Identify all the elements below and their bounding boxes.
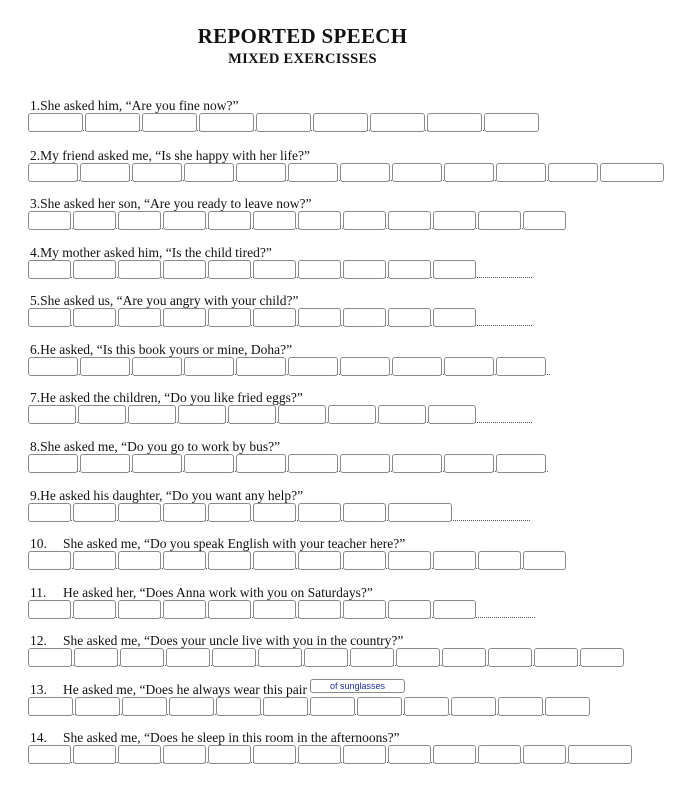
- answer-word-box[interactable]: [298, 260, 341, 279]
- exercise-prompt: [30, 245, 272, 261]
- answer-word-box[interactable]: [208, 551, 251, 570]
- worksheet-title: REPORTED SPEECH: [197, 24, 408, 48]
- answer-word-box[interactable]: [28, 697, 73, 716]
- exercise-text: He asked his daughter, “Do you want any help?”: [40, 488, 304, 503]
- exercise-prompt: [30, 633, 403, 649]
- answer-word-box[interactable]: [343, 211, 386, 230]
- answer-word-box[interactable]: [118, 503, 161, 522]
- answer-word-box[interactable]: [118, 260, 161, 279]
- exercise-number: 7.: [30, 390, 41, 405]
- answer-word-box[interactable]: [163, 260, 206, 279]
- exercise-prompt: [30, 148, 310, 164]
- answer-word-box[interactable]: [258, 648, 302, 667]
- answer-word-box[interactable]: [163, 551, 206, 570]
- answer-word-box[interactable]: [28, 163, 78, 182]
- answer-word-box[interactable]: [433, 308, 476, 327]
- answer-word-box[interactable]: [80, 163, 130, 182]
- answer-word-box[interactable]: [74, 648, 118, 667]
- answer-word-box[interactable]: [496, 357, 546, 376]
- answer-word-box[interactable]: [163, 211, 206, 230]
- answer-word-box[interactable]: [523, 551, 566, 570]
- exercise-2: [0, 148, 676, 196]
- exercise-number: 11.: [30, 585, 47, 600]
- answer-word-box[interactable]: [199, 113, 254, 132]
- answer-word-box[interactable]: [73, 260, 116, 279]
- answer-word-box[interactable]: [212, 648, 256, 667]
- answer-word-box[interactable]: [343, 260, 386, 279]
- answer-word-box[interactable]: [184, 163, 234, 182]
- answer-word-box[interactable]: [404, 697, 449, 716]
- answer-word-box[interactable]: [28, 405, 76, 424]
- answer-word-box[interactable]: [163, 600, 206, 619]
- exercise-13: [0, 682, 676, 730]
- exercise-text: She asked us, “Are you angry with your child?”: [40, 293, 299, 308]
- exercise-prompt: [30, 585, 373, 601]
- exercise-text: He asked, “Is this book yours or mine, Doha?”: [40, 342, 293, 357]
- answer-word-box[interactable]: [488, 648, 532, 667]
- answer-word-box[interactable]: [208, 745, 251, 764]
- answer-word-box[interactable]: [392, 357, 442, 376]
- answer-word-box[interactable]: [433, 745, 476, 764]
- answer-word-box[interactable]: [28, 357, 78, 376]
- answer-word-box[interactable]: [392, 163, 442, 182]
- answer-word-box[interactable]: [118, 600, 161, 619]
- answer-word-box[interactable]: [388, 308, 431, 327]
- answer-word-box[interactable]: [118, 551, 161, 570]
- exercise-prompt: [30, 293, 298, 309]
- answer-word-box[interactable]: [343, 745, 386, 764]
- answer-word-box[interactable]: [278, 405, 326, 424]
- answer-word-box[interactable]: [28, 551, 71, 570]
- answer-word-box[interactable]: [178, 405, 226, 424]
- answer-word-box[interactable]: [568, 745, 632, 764]
- answer-word-box[interactable]: [288, 163, 338, 182]
- exercise-prompt: [30, 196, 312, 212]
- answer-word-box[interactable]: [388, 551, 431, 570]
- answer-word-box[interactable]: [28, 745, 71, 764]
- answer-word-box[interactable]: [263, 697, 308, 716]
- answer-word-box[interactable]: [208, 308, 251, 327]
- exercise-prompt: [30, 488, 303, 504]
- answer-word-box[interactable]: [228, 405, 276, 424]
- exercise-4: [0, 245, 676, 293]
- answer-word-box[interactable]: [298, 551, 341, 570]
- answer-word-box[interactable]: [433, 260, 476, 279]
- answer-word-box[interactable]: [169, 697, 214, 716]
- answer-word-box[interactable]: [288, 357, 338, 376]
- answer-word-box[interactable]: [388, 600, 431, 619]
- exercise-prompt: [30, 342, 292, 358]
- exercise-6: [0, 342, 676, 390]
- answer-word-box[interactable]: [132, 454, 182, 473]
- exercise-10: [0, 536, 676, 584]
- answer-word-box[interactable]: [392, 454, 442, 473]
- answer-word-box[interactable]: [548, 163, 598, 182]
- answer-word-box[interactable]: [298, 503, 341, 522]
- exercise-11: [0, 585, 676, 633]
- answer-word-box[interactable]: [236, 163, 286, 182]
- answer-word-box[interactable]: [343, 551, 386, 570]
- answer-word-box[interactable]: [122, 697, 167, 716]
- exercise-9: [0, 488, 676, 536]
- answer-word-box[interactable]: [208, 600, 251, 619]
- exercise-text: She asked me, “Does he sleep in this room in the afternoons?”: [63, 730, 400, 745]
- answer-word-box[interactable]: [73, 600, 116, 619]
- answer-word-box[interactable]: [310, 697, 355, 716]
- answer-word-box[interactable]: [298, 600, 341, 619]
- answer-word-box[interactable]: [28, 211, 71, 230]
- exercise-text: She asked him, “Are you fine now?”: [40, 98, 239, 113]
- answer-word-box[interactable]: [340, 357, 390, 376]
- answer-word-box[interactable]: [496, 163, 546, 182]
- answer-word-box[interactable]: [253, 551, 296, 570]
- answer-word-box[interactable]: [28, 113, 83, 132]
- exercise-number: 1.: [30, 98, 41, 113]
- exercise-number: 6.: [30, 342, 41, 357]
- answer-word-box[interactable]: [388, 260, 431, 279]
- answer-word-box[interactable]: [132, 163, 182, 182]
- answer-word-box[interactable]: [498, 697, 543, 716]
- exercise-number: 5.: [30, 293, 41, 308]
- exercise-text: He asked the children, “Do you like fried eggs?”: [40, 390, 303, 405]
- answer-word-box[interactable]: [236, 454, 286, 473]
- answer-word-box[interactable]: [208, 211, 251, 230]
- answer-word-box[interactable]: [208, 503, 251, 522]
- answer-word-box[interactable]: [523, 211, 566, 230]
- answer-word-box[interactable]: [298, 211, 341, 230]
- answer-word-box[interactable]: [370, 113, 425, 132]
- answer-word-box[interactable]: [163, 308, 206, 327]
- answer-word-box[interactable]: [73, 503, 116, 522]
- exercise-prompt: [30, 98, 238, 114]
- answer-word-box[interactable]: [428, 405, 476, 424]
- answer-word-box[interactable]: [580, 648, 624, 667]
- exercise-text: My mother asked him, “Is the child tired?”: [40, 245, 272, 260]
- answer-word-box[interactable]: [343, 600, 386, 619]
- answer-word-box[interactable]: [444, 454, 494, 473]
- exercise-prompt: [30, 390, 303, 406]
- answer-word-box[interactable]: [132, 357, 182, 376]
- answer-word-box[interactable]: [208, 260, 251, 279]
- answer-word-box[interactable]: [350, 648, 394, 667]
- exercise-number: 4.: [30, 245, 41, 260]
- answer-word-box[interactable]: [163, 745, 206, 764]
- exercise-text: My friend asked me, “Is she happy with her life?”: [40, 148, 311, 163]
- answer-word-box[interactable]: [118, 745, 161, 764]
- answer-word-box[interactable]: [600, 163, 664, 182]
- answer-word-box[interactable]: [343, 308, 386, 327]
- answer-word-box[interactable]: [166, 648, 210, 667]
- answer-word-box[interactable]: [253, 260, 296, 279]
- exercise-number: 14.: [30, 730, 47, 745]
- answer-word-box[interactable]: [28, 308, 71, 327]
- answer-word-box[interactable]: [288, 454, 338, 473]
- exercise-8: [0, 439, 676, 487]
- exercise-1: [0, 98, 676, 146]
- answer-word-box[interactable]: [28, 503, 71, 522]
- answer-word-box[interactable]: [478, 211, 521, 230]
- answer-word-box[interactable]: [496, 454, 546, 473]
- exercise-number: 12.: [30, 633, 47, 648]
- answer-word-box[interactable]: [304, 648, 348, 667]
- answer-word-box[interactable]: [357, 697, 402, 716]
- answer-word-box[interactable]: [433, 211, 476, 230]
- answer-word-box[interactable]: [444, 163, 494, 182]
- exercise-text: She asked me, “Does your uncle live with you in the country?”: [63, 633, 404, 648]
- answer-word-box[interactable]: [451, 697, 496, 716]
- answer-word-box[interactable]: [253, 600, 296, 619]
- answer-word-box[interactable]: [433, 600, 476, 619]
- answer-word-box[interactable]: [388, 211, 431, 230]
- answer-word-box[interactable]: [73, 308, 116, 327]
- exercise-text: He asked her, “Does Anna work with you on Saturdays?”: [63, 585, 373, 600]
- answer-word-box[interactable]: [484, 113, 539, 132]
- answer-word-box[interactable]: [128, 405, 176, 424]
- answer-word-box[interactable]: [378, 405, 426, 424]
- exercise-number: 3.: [30, 196, 41, 211]
- answer-word-box[interactable]: [343, 503, 386, 522]
- answer-word-box[interactable]: [28, 454, 78, 473]
- answer-word-box[interactable]: [427, 113, 482, 132]
- exercise-14: [0, 730, 676, 778]
- answer-word-box[interactable]: [478, 551, 521, 570]
- answer-word-box[interactable]: [340, 454, 390, 473]
- answer-word-box[interactable]: [444, 357, 494, 376]
- answer-word-box[interactable]: [80, 357, 130, 376]
- answer-word-box[interactable]: [534, 648, 578, 667]
- answer-word-box[interactable]: [313, 113, 368, 132]
- answer-word-box[interactable]: [298, 308, 341, 327]
- answer-word-box[interactable]: [253, 745, 296, 764]
- worksheet-subtitle: MIXED EXERCISSES: [228, 51, 377, 67]
- answer-word-box[interactable]: [73, 745, 116, 764]
- answer-word-box[interactable]: [73, 211, 116, 230]
- exercise-number: 10.: [30, 536, 47, 551]
- answer-word-box[interactable]: [75, 697, 120, 716]
- answer-word-box[interactable]: [328, 405, 376, 424]
- answer-word-box[interactable]: [216, 697, 261, 716]
- answer-word-box[interactable]: [28, 600, 71, 619]
- answer-word-box[interactable]: [253, 308, 296, 327]
- answer-word-box[interactable]: [388, 503, 452, 522]
- exercise-text: She asked her son, “Are you ready to leave now?”: [40, 196, 312, 211]
- answer-word-box[interactable]: [545, 697, 590, 716]
- exercise-text: She asked me, “Do you speak English with your teacher here?”: [63, 536, 406, 551]
- exercise-number: 13.: [30, 682, 47, 697]
- answer-word-box[interactable]: [433, 551, 476, 570]
- answer-word-box[interactable]: [118, 211, 161, 230]
- answer-word-box[interactable]: [28, 260, 71, 279]
- answer-word-box[interactable]: [73, 551, 116, 570]
- answer-word-box[interactable]: [184, 454, 234, 473]
- answer-word-box[interactable]: [163, 503, 206, 522]
- answer-word-box[interactable]: [442, 648, 486, 667]
- answer-word-box[interactable]: [396, 648, 440, 667]
- exercise-7: [0, 390, 676, 438]
- exercise-prompt: [30, 730, 400, 746]
- exercise-text: She asked me, “Do you go to work by bus?”: [40, 439, 281, 454]
- answer-word-box[interactable]: [256, 113, 311, 132]
- answer-word-box[interactable]: [298, 745, 341, 764]
- answer-word-box[interactable]: [340, 163, 390, 182]
- exercise-prompt: [30, 536, 405, 552]
- exercise-number: 9.: [30, 488, 41, 503]
- answer-word-box[interactable]: [523, 745, 566, 764]
- answer-word-box[interactable]: [118, 308, 161, 327]
- answer-word-box[interactable]: [142, 113, 197, 132]
- answer-word-box[interactable]: [253, 503, 296, 522]
- answer-word-box[interactable]: [184, 357, 234, 376]
- answer-word-box[interactable]: [78, 405, 126, 424]
- exercise-12: [0, 633, 676, 681]
- answer-word-box[interactable]: [236, 357, 286, 376]
- answer-word-box[interactable]: [388, 745, 431, 764]
- answer-word-box[interactable]: [80, 454, 130, 473]
- answer-word-box[interactable]: [85, 113, 140, 132]
- exercise-prompt: [30, 682, 405, 698]
- exercise-5: [0, 293, 676, 341]
- exercise-prompt: [30, 439, 280, 455]
- answer-word-box[interactable]: [478, 745, 521, 764]
- exercise-text: He asked me, “Does he always wear this pair: [63, 682, 308, 697]
- answer-word-box[interactable]: [28, 648, 72, 667]
- exercise-number: 2.: [30, 148, 41, 163]
- answer-word-box-filled[interactable]: of sunglasses: [310, 679, 405, 693]
- answer-word-box[interactable]: [253, 211, 296, 230]
- exercise-3: [0, 196, 676, 244]
- answer-word-box[interactable]: [120, 648, 164, 667]
- exercise-number: 8.: [30, 439, 41, 454]
